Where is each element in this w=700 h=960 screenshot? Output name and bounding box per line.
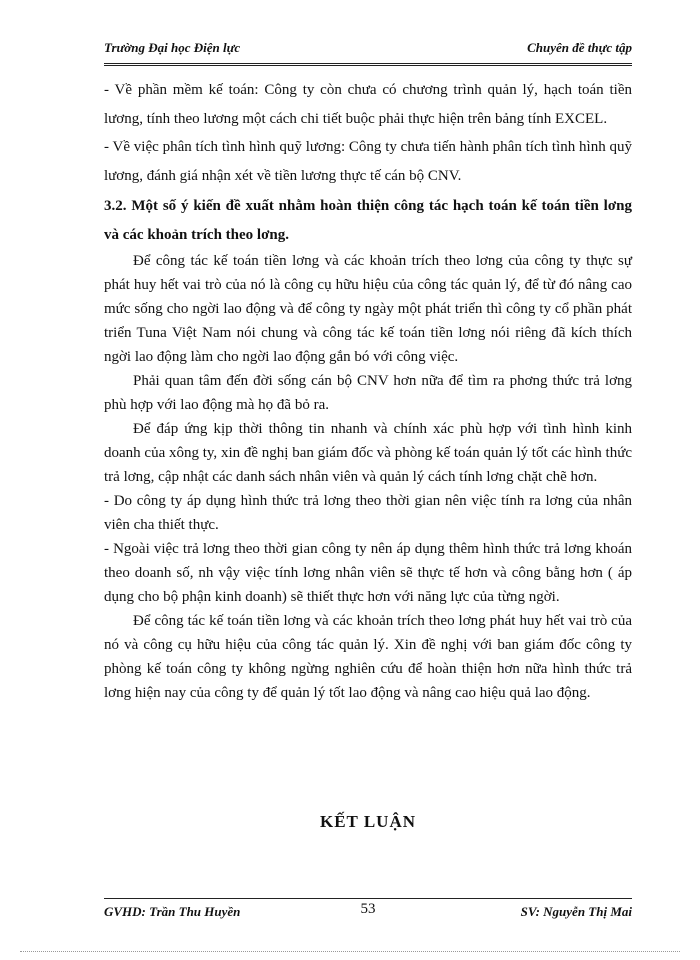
paragraph-timely-info: Để đáp ứng kịp thời thông tin nhanh và chính xác phù hợp với tình hình kinh doanh của xông ty, xin đề nghị ban giám đốc và phòng kế toán quản lý tốt các hình thức trả lơng, cập nhật các danh sách nhân viên và quản lý cách tính lơng chặt chẽ hơn. xyxy=(104,421,632,485)
paragraph-wage-fund-analysis: - Về việc phân tích tình hình quỹ lương: Công ty chưa tiến hành phân tích tình hình quỹ lương, đánh giá nhận xét về tiền lương thực tế cán bộ CNV. xyxy=(104,139,632,184)
header-rule xyxy=(104,63,632,66)
section-heading-3-2: 3.2. Một số ý kiến đề xuất nhằm hoàn thiện công tác hạch toán kế toán tiền lơng và các khoản trích theo lơng. xyxy=(104,198,632,243)
paragraph-time-based-pay: - Do công ty áp dụng hình thức trả lơng theo thời gian nên việc tính ra lơng của nhân viên cha thiết thực. xyxy=(104,493,632,533)
page-header xyxy=(104,40,632,62)
paragraph-proposal-intro: Để công tác kế toán tiền lơng và các khoản trích theo lơng của công ty thực sự phát huy hết vai trò của nó là công cụ hữu hiệu của công tác quản lý, để từ đó nâng cao mức sống cho ngời lao động và để công ty ngày một phát triển thì công ty cổ phần phát triển Tuna Việt Nam nói chung và công tác kế toán tiền lơng nói riêng đã kích thích ngời lao động làm cho ngời lao động gắn bó với công việc. xyxy=(104,253,632,365)
page-footer xyxy=(104,901,632,924)
header-school: Trường Đại học Điện lực xyxy=(104,40,241,55)
conclusion-title: KẾT LUẬN xyxy=(319,812,416,831)
paragraph-sales-based-pay: - Ngoài việc trả lơng theo thời gian công ty nên áp dụng thêm hình thức trả lơng khoán theo doanh số, nh vậy việc tính lơng nhân viên sẽ thực tế hơn và công bằng hơn ( áp dụng cho bộ phận kinh doanh) sẽ thiết thực hơn với năng lực của từng ngời. xyxy=(104,541,632,605)
paragraph-staff-welfare: Phải quan tâm đến đời sống cán bộ CNV hơn nữa để tìm ra phơng thức trả lơng phù hợp với lao động mà họ đã bỏ ra. xyxy=(104,373,632,413)
header-doc-type: Chuyên đề thực tập xyxy=(527,40,632,55)
page-bottom-divider xyxy=(20,951,680,952)
paragraph-final-proposal: Để công tác kế toán tiền lơng và các khoản trích theo lơng phát huy hết vai trò của nó và công cụ hữu hiệu của công tác quản lý. Xin đề nghị với ban giám đốc công ty phòng kế toán công ty không ngừng nghiên cứu để hoàn thiện hơn nữa hình thức trả lơng hiện nay của công ty để quản lý tốt lao động và nâng cao hiệu quả lao động. xyxy=(104,613,632,701)
footer-supervisor: GVHD: Trần Thu Huyền xyxy=(104,904,241,919)
page-number: 53 xyxy=(360,901,376,917)
footer-rule xyxy=(104,898,632,899)
footer-student: SV: Nguyễn Thị Mai xyxy=(520,904,632,919)
document-body xyxy=(104,76,632,705)
paragraph-accounting-software: - Về phần mềm kế toán: Công ty còn chưa có chương trình quản lý, hạch toán tiền lương, tính theo lương một cách chi tiết buộc phải thực hiện trên bảng tính EXCEL. xyxy=(104,82,632,127)
